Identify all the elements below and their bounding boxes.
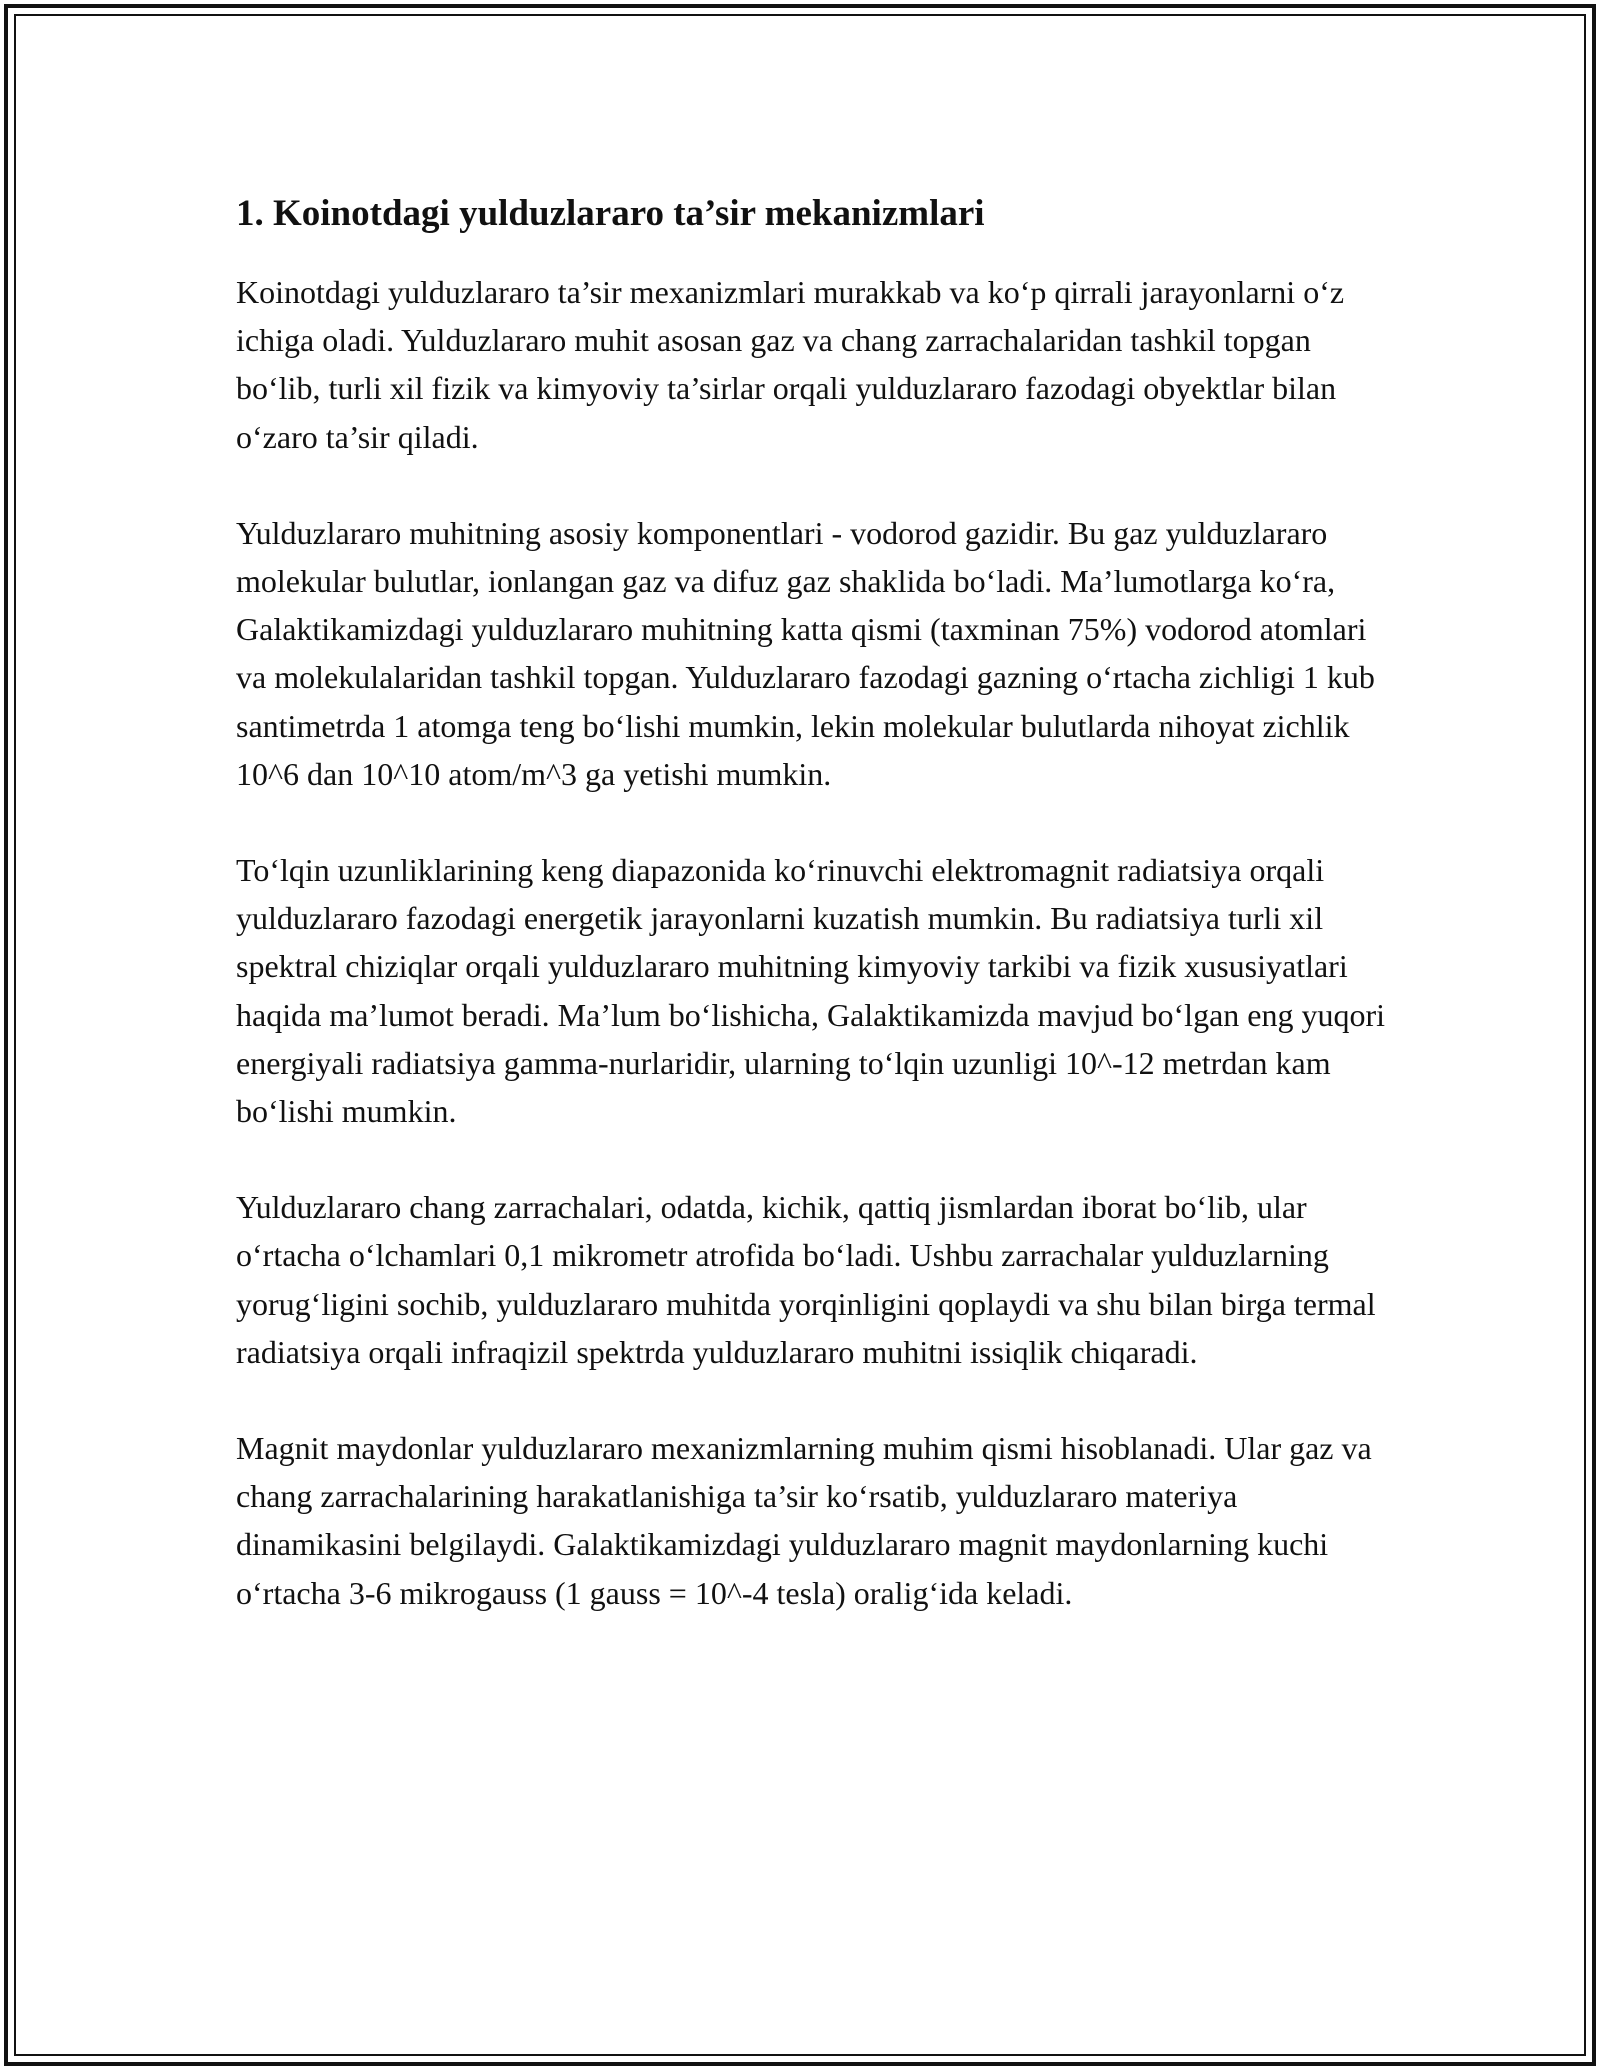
paragraph-hydrogen: Yulduzlararo muhitning asosiy komponentlari - vodorod gazidir. Bu gaz yulduzlararo molekular bulutlar, ionlangan gaz va difuz gaz shaklida bo‘ladi. Ma’lumotlarga ko‘ra, Galaktikamizdagi yulduzlararo muhitning katta qismi (taxminan 75%) vodorod atomlari va molekulalaridan tashkil topgan. Yulduzlararo fazodagi gazning o‘rtacha zichligi 1 kub santimetrda 1 atomga teng bo‘lishi mumkin, lekin molekular bulutlarda nihoyat zichlik 10^6 dan 10^10 atom/m^3 ga yetishi mumkin. — [236, 514, 1375, 792]
paragraph-radiation: To‘lqin uzunliklarining keng diapazonida ko‘rinuvchi elektromagnit radiatsiya orqali yulduzlararo fazodagi energetik jarayonlarni kuzatish mumkin. Bu radiatsiya turli xil spektral chiziqlar orqali yulduzlararo muhitning kimyoviy tarkibi va fizik xususiyatlari haqida ma’lumot beradi. Ma’lum bo‘lishicha, Galaktikamizda mavjud bo‘lgan eng yuqori energiyali radiatsiya gamma-nurlaridir, ularning to‘lqin uzunligi 10^-12 metrdan kam bo‘lishi mumkin. — [236, 852, 1386, 1130]
paragraph-magnetic: Magnit maydonlar yulduzlararo mexanizmlarning muhim qismi hisoblanadi. Ular gaz va chang zarrachalarining harakatlanishiga ta’sir ko‘rsatib, yulduzlararo materiya dinamikasini belgilaydi. Galaktikamizdagi yulduzlararo magnit maydonlarning kuchi o‘rtacha 3-6 mikrogauss (1 gauss = 10^-4 tesla) oralig‘ida keladi. — [236, 1430, 1372, 1611]
section-heading: 1. Koinotdagi yulduzlararo ta’sir mekanizmlari — [236, 193, 985, 234]
paragraph-dust: Yulduzlararo chang zarrachalari, odatda, kichik, qattiq jismlardan iborat bo‘lib, ular o‘rtacha o‘lchamlari 0,1 mikrometr atrofida bo‘ladi. Ushbu zarrachalar yulduzlarning yorug‘ligini sochib, yulduzlararo muhitda yorqinligini qoplaydi va shu bilan birga termal radiatsiya orqali infraqizil spektrda yulduzlararo muhitni issiqlik chiqaradi. — [236, 1189, 1376, 1370]
document-body — [236, 188, 1386, 1665]
paragraph-intro: Koinotdagi yulduzlararo ta’sir mexanizmlari murakkab va ko‘p qirrali jarayonlarni o‘z ichiga oladi. Yulduzlararo muhit asosan gaz va chang zarrachalaridan tashkil topgan bo‘lib, turli xil fizik va kimyoviy ta’sirlar orqali yulduzlararo fazodagi obyektlar bilan o‘zaro ta’sir qiladi. — [236, 274, 1345, 455]
